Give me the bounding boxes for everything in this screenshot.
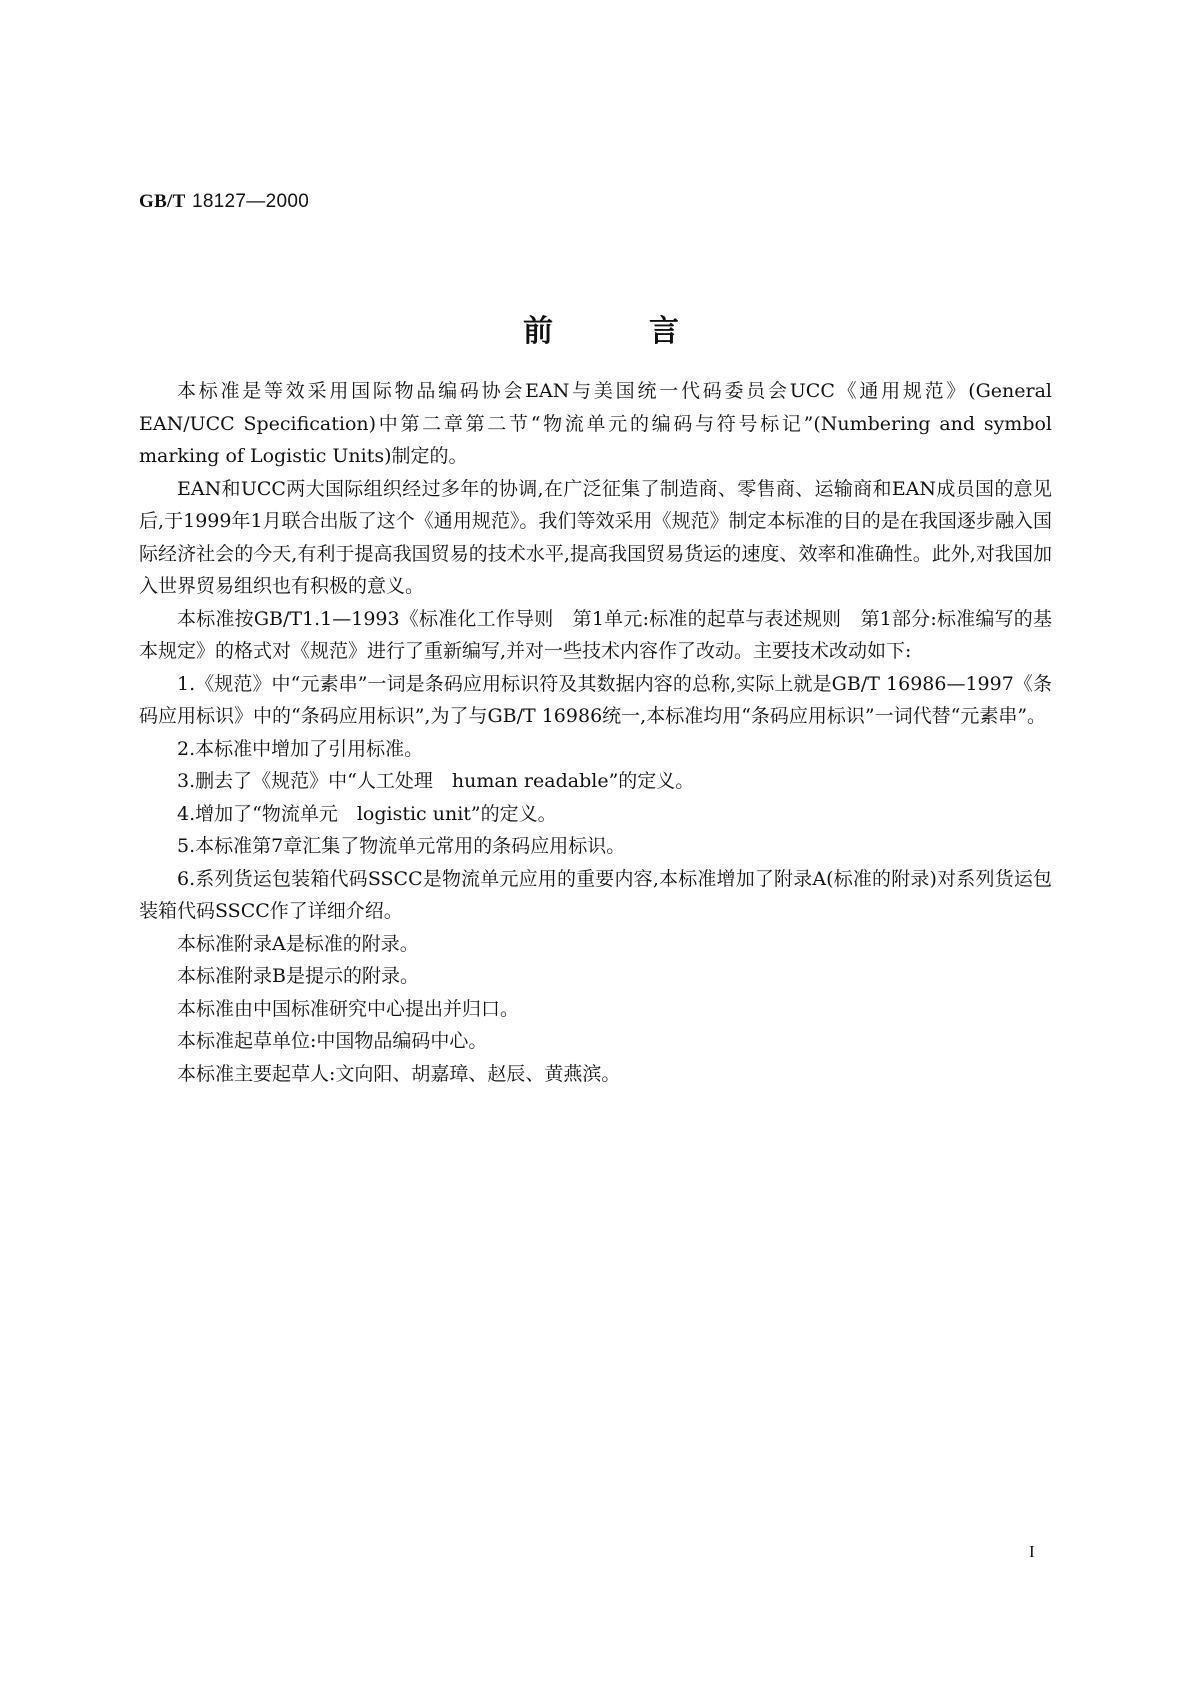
paragraph: 本标准附录A是标准的附录。 <box>177 932 419 955</box>
standard-code-number: 18127—2000 <box>191 191 310 212</box>
list-item: 3.删去了《规范》中“人工处理 human readable”的定义。 <box>177 770 695 792</box>
paragraph: 本标准附录B是提示的附录。 <box>177 965 419 987</box>
standard-code-prefix: GB/T <box>139 191 186 212</box>
list-item: 1.《规范》中“元素串”一词是条码应用标识符及其数据内容的总称,实际上就是GB/T 16986—1997《条码应用标识》中的“条码应用标识”,为了与GB/T 16986统一,本标准均用“条码应用标识”一词代替“元素串”。 <box>139 672 1052 727</box>
list-item: 5.本标准第7章汇集了物流单元常用的条码应用标识。 <box>177 835 626 857</box>
paragraph: 本标准是等效采用国际物品编码协会EAN与美国统一代码委员会UCC《通用规范》(General EAN/UCC Specification)中第二章第二节“物流单元的编码与符号标记”(Numbering and symbol marking of Logistic Units)制定的。 <box>139 380 1052 467</box>
paragraph: 本标准由中国标准研究中心提出并归口。 <box>177 997 520 1020</box>
page-number: I <box>1029 1542 1035 1561</box>
page-title: 前言 <box>523 314 775 349</box>
paragraph: 本标准主要起草人:文向阳、胡嘉璋、赵辰、黄燕滨。 <box>177 1062 621 1085</box>
paragraph: 本标准按GB/T1.1—1993《标准化工作导则 第1单元:标准的起草与表述规则 第1部分:标准编写的基本规定》的格式对《规范》进行了重新编写,并对一些技术内容作了改动。主要技术改动如下: <box>139 607 1052 662</box>
standard-code <box>139 190 309 213</box>
list-item: 4.增加了“物流单元 logistic unit”的定义。 <box>177 802 557 825</box>
paragraph: EAN和UCC两大国际组织经过多年的协调,在广泛征集了制造商、零售商、运输商和EAN成员国的意见后,于1999年1月联合出版了这个《通用规范》。我们等效采用《规范》制定本标准的目的是在我国逐步融入国际经济社会的今天,有利于提高我国贸易的技术水平,提高我国贸易货运的速度、效率和准确性。此外,对我国加入世界贸易组织也有积极的意义。 <box>139 477 1052 597</box>
foreword-body <box>139 375 1052 1090</box>
paragraph: 本标准起草单位:中国物品编码中心。 <box>177 1030 488 1052</box>
list-item: 2.本标准中增加了引用标准。 <box>177 737 424 760</box>
list-item: 6.系列货运包装箱代码SSCC是物流单元应用的重要内容,本标准增加了附录A(标准的附录)对系列货运包装箱代码SSCC作了详细介绍。 <box>139 867 1052 922</box>
